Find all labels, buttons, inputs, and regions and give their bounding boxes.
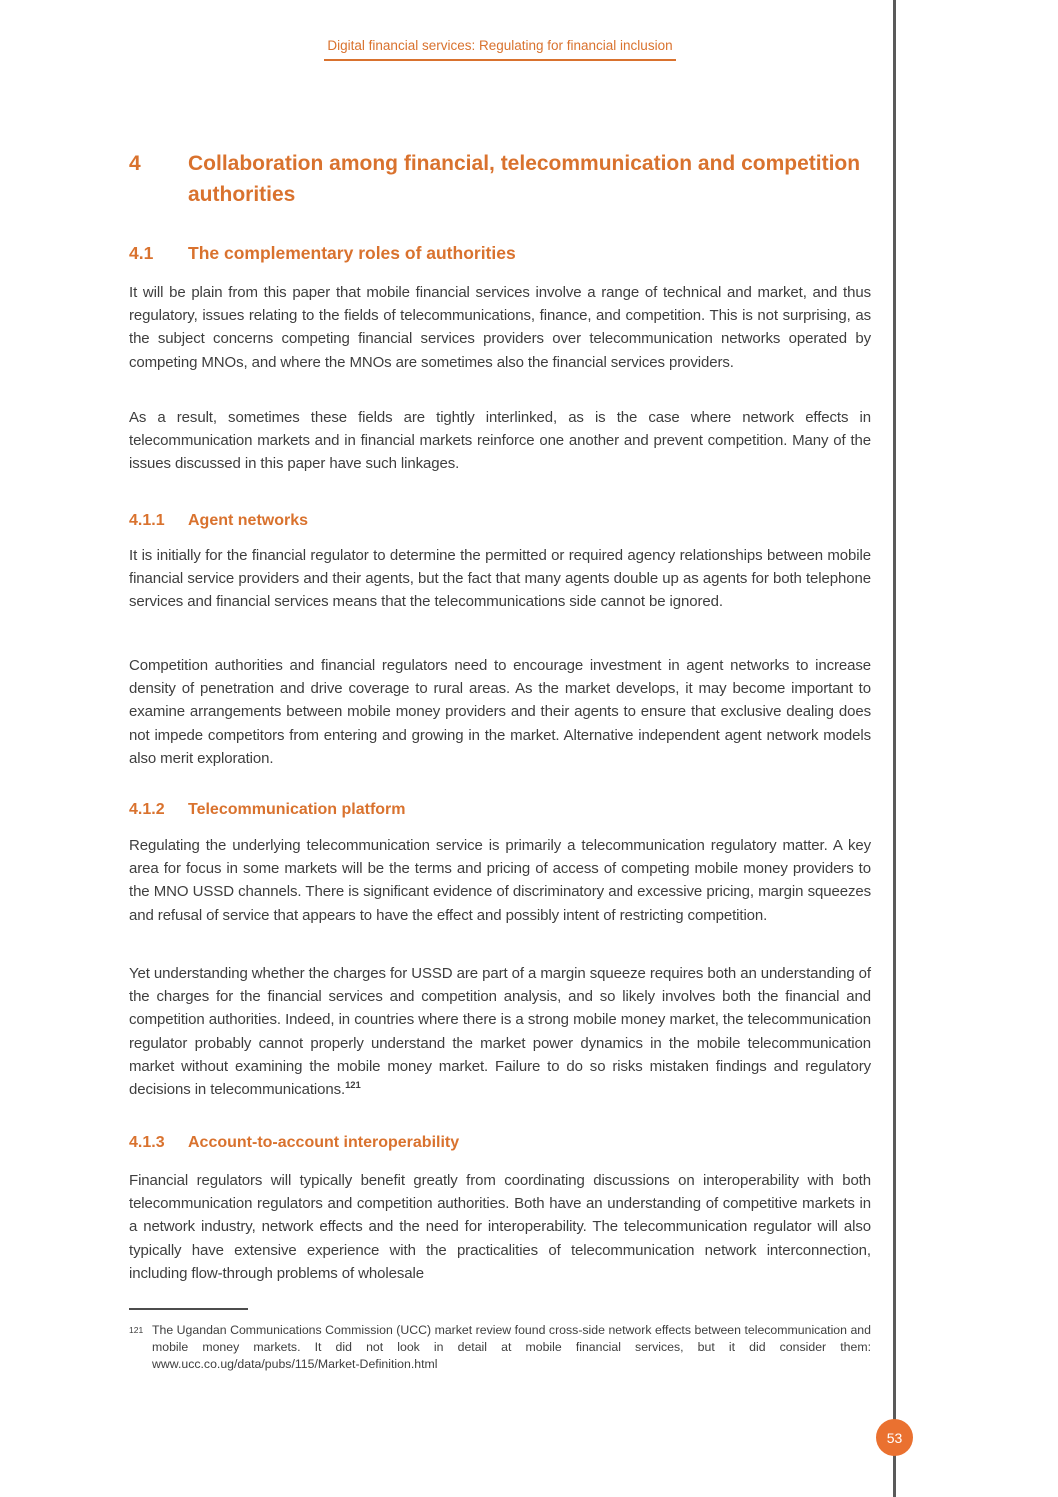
page-number-badge bbox=[876, 1419, 913, 1456]
paragraph-3: It is initially for the financial regulator to determine the permitted or required agency relationships between mobile financial service providers and their agents, but the fact that many agents double up as agents for both telephone services and financial services means that the telecommunications side cannot be ignored. bbox=[129, 547, 871, 611]
section-heading-4-1-2 bbox=[129, 799, 871, 820]
section-heading-4 bbox=[129, 148, 871, 210]
section-heading-4-1-1 bbox=[129, 510, 871, 531]
page-edge-rule bbox=[893, 0, 896, 1497]
footnote-body bbox=[152, 1322, 871, 1372]
paragraph-text: Yet understanding whether the charges for USSD are part of a margin squeeze requires both an understanding of the charges for the financial services and competition analysis, and so likely involves both the financial and competition authorities. Indeed, in countries where there is a strong mobile money market, the telecommunication regulator probably cannot properly understand the market power dynamics in the mobile telecommunication market without examining the mobile money market. Failure to do so risks mistaken findings and regulatory decisions in telecommunications. bbox=[129, 965, 871, 1099]
footnote-reference[interactable]: 121 bbox=[345, 1080, 361, 1092]
section-title: Agent networks bbox=[188, 512, 309, 529]
footnote-text: The Ugandan Communications Commission (UCC) market review found cross-side network effects between telecommunication and mobile money markets. It did not look in detail at mobile financial services, but it did consider them: bbox=[152, 1323, 871, 1354]
section-title: Collaboration among financial, telecommunication and competition authorities bbox=[188, 152, 861, 206]
section-title: Telecommunication platform bbox=[188, 801, 406, 818]
section-heading-4-1 bbox=[129, 242, 871, 264]
running-header-title: Digital financial services: Regulating for financial inclusion bbox=[324, 38, 675, 61]
section-number: 4 bbox=[129, 152, 141, 175]
page-number: 53 bbox=[886, 1429, 903, 1446]
section-number: 4.1.2 bbox=[129, 801, 165, 818]
footnote-separator bbox=[129, 1308, 248, 1310]
running-header bbox=[129, 37, 871, 61]
paragraph-2: As a result, sometimes these fields are tightly interlinked, as is the case where network effects in telecommunication markets and in financial markets reinforce one another and prevent competition. Many of the issues discussed in this paper have such linkages. bbox=[129, 409, 871, 473]
section-title: The complementary roles of authorities bbox=[188, 243, 516, 263]
section-number: 4.1.1 bbox=[129, 512, 165, 529]
paragraph-4: Competition authorities and financial regulators need to encourage investment in agent networks to increase density of penetration and drive coverage to rural areas. As the market develops, it may become important to examine arrangements between mobile money providers and their agents to ensure that exclusive dealing does not impede competitors from entering and growing in the market. Alternative independent agent network models also merit exploration. bbox=[129, 657, 871, 767]
footnote-url[interactable]: www.ucc.co.ug/data/pubs/115/Market-Definition.html bbox=[152, 1356, 438, 1371]
paragraph-7: Financial regulators will typically benefit greatly from coordinating discussions on interoperability with both telecommunication regulators and competition authorities. Both have an understanding of competitive markets in a network industry, network effects and the need for interoperability. The telecommunication regulator will also typically have extensive experience with the practicalities of telecommunication network interconnection, including flow-through problems of wholesale bbox=[129, 1172, 871, 1282]
section-heading-4-1-3 bbox=[129, 1132, 871, 1153]
paragraph-1: It will be plain from this paper that mobile financial services involve a range of technical and market, and thus regulatory, issues relating to the fields of telecommunications, finance, and competition. This is not surprising, as the subject concerns competing financial services providers over telecommunication networks operated by competing MNOs, and where the MNOs are sometimes also the financial services providers. bbox=[129, 284, 871, 371]
footnote-marker: 121 bbox=[129, 1325, 144, 1335]
section-number: 4.1 bbox=[129, 243, 154, 263]
footnote-121 bbox=[129, 1322, 871, 1372]
section-title: Account-to-account interoperability bbox=[188, 1134, 460, 1151]
section-number: 4.1.3 bbox=[129, 1134, 165, 1151]
paragraph-5: Regulating the underlying telecommunication service is primarily a telecommunication regulatory matter. A key area for focus in some markets will be the terms and pricing of access of competing mobile money providers to the MNO USSD channels. There is significant evidence of discriminatory and excessive pricing, margin squeezes and refusal of service that appears to have the effect and possibly intent of restricting competition. bbox=[129, 837, 871, 924]
paragraph-6 bbox=[129, 962, 871, 1101]
